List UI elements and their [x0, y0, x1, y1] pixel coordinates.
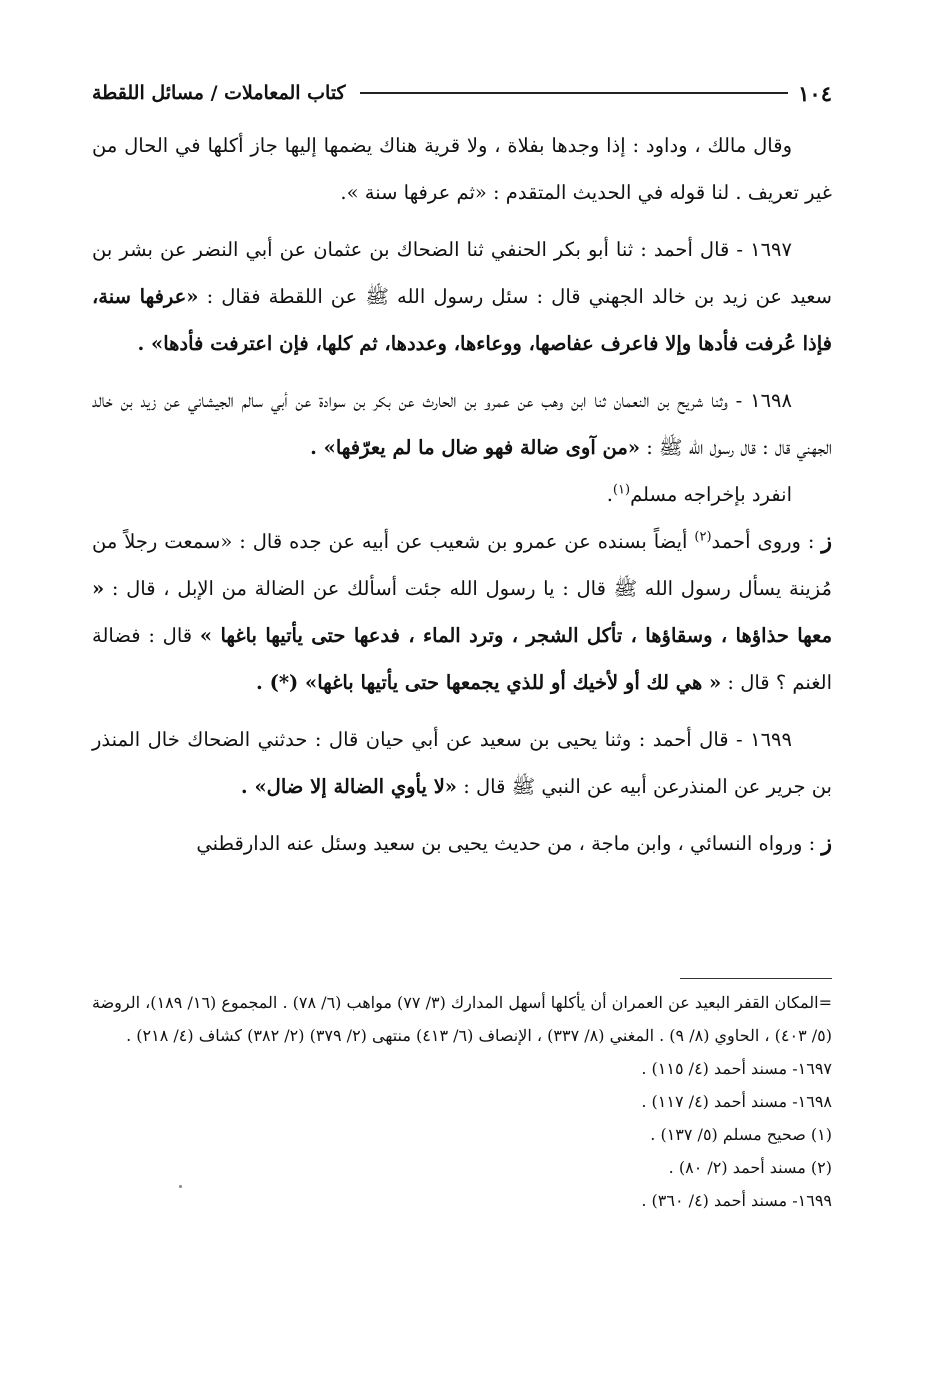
running-title: كتاب المعاملات / مسائل اللقطة: [92, 82, 346, 104]
paragraph-text: وقال مالك ، وداود : إذا وجدها بفلاة ، ولا قرية هناك يضمها إليها جاز أكلها في الحال من غير تعريف . لنا قوله في الحديث المتقدم : «ثم عرفها سنة ».: [92, 134, 832, 204]
page-header: [92, 78, 832, 108]
scan-speck: [179, 1185, 182, 1188]
hadith-quote: « هي لك أو لأخيك أو للذي يجمعها حتى يأتيها باغها» (*) .: [256, 671, 722, 694]
hadith-chain: ١٦٩٩ - قال أحمد : وثنا يحيى بن سعيد عن أبي حيان قال : حدثني الضحاك خال المنذر بن جرير عن المنذرعن أبيه عن النبي ﷺ قال :: [92, 728, 832, 798]
hadith-quote: «لا يأوي الضالة إلا ضال» .: [240, 775, 457, 798]
footnote: ١٦٩٨- مسند أحمد (٤/ ١١٧) .: [641, 1092, 832, 1111]
hadith-chain: ١٦٩٧ - قال أحمد : ثنا أبو بكر الحنفي ثنا الضحاك بن عثمان عن أبي النضر عن بشر بن سعيد عن زيد بن خالد الجهني قال : سئل رسول الله ﷺ عن اللقطة فقال :: [92, 238, 833, 308]
hadith-1698: [92, 377, 832, 471]
hadith-1699: [92, 716, 832, 810]
zay-marker: ز: [821, 830, 832, 856]
addition-text-mid: قال : فضالة الغنم ؟ قال :: [92, 624, 832, 694]
addition-text-rest: أيضاً بسنده عن عمرو بن شعيب عن أبيه عن جده قال : «سمعت رجلاً من مُزينة يسأل رسول الله ﷺ قال : يا رسول الله جئت أسألك عن الضالة من الإبل ، قال :: [92, 530, 833, 600]
zay-marker: ز: [821, 528, 832, 554]
main-text: [92, 122, 832, 867]
paragraph-malik: [92, 122, 832, 216]
hadith-quote: «عرفها سنة، فإذا عُرفت فأدها وإلا فاعرف عفاصها، ووعاءها، وعددها، ثم كلها، فإن اعترفت فأدها» .: [92, 285, 832, 355]
footnote-separator: [680, 978, 832, 979]
hadith-chain: ١٦٩٨ - وثنا شريح بن النعمان ثنا ابن وهب عن عمرو بن الحارث عن بكر بن سوادة عن أبي سالم الجيشاني عن زيد بن خالد الجهني قال : قال رسول الله ﷺ :: [92, 389, 832, 459]
addition-text: : وروى أحمد: [711, 530, 815, 553]
addition-ahmad: [92, 518, 832, 706]
footnote-ref[interactable]: (٢): [694, 529, 712, 545]
footnote: ١٦٩٧- مسند أحمد (٤/ ١١٥) .: [641, 1059, 832, 1078]
footnote: (١) صحيح مسلم (٥/ ١٣٧) .: [650, 1125, 832, 1144]
addition-text: : ورواه النسائي ، وابن ماجة ، من حديث يحيى بن سعيد وسئل عنه الدارقطني: [196, 832, 816, 855]
hadith-quote: «من آوى ضالة فهو ضال ما لم يعرّفها» .: [310, 436, 641, 459]
footnote: =المكان القفر البعيد عن العمران أن يأكلها أسهل المدارك (٣/ ٧٧) مواهب (٦/ ٧٨) . المجموع (١٦/ ١٨٩)، الروضة (٥/ ٤٠٣) ، الحاوي (٨/ ٩) . المغني (٨/ ٣٣٧) ، الإنصاف (٦/ ٤١٣) منتهى (٢/ ٣٧٩) (٢/ ٣٨٢) كشاف (٤/ ٢١٨) .: [92, 993, 832, 1045]
addition-nasai: [92, 820, 832, 867]
page-number: ١٠٤: [798, 80, 832, 106]
footnote-ref[interactable]: (١): [612, 482, 631, 498]
hadith-quote: « معها حذاؤها ، وسقاؤها ، تأكل الشجر ، وترد الماء ، فدعها حتى يأتيها باغها »: [92, 577, 833, 647]
header-rule: [360, 92, 789, 94]
muslim-note: انفرد بإخراجه مسلم$^{(١)}$.: [606, 482, 792, 506]
footnote: ١٦٩٩- مسند أحمد (٤/ ٣٦٠) .: [641, 1191, 832, 1210]
muslim-text: انفرد بإخراجه مسلم: [630, 483, 792, 506]
hadith-1697: [92, 226, 832, 367]
footnotes: [92, 986, 832, 1217]
footnote: (٢) مسند أحمد (٢/ ٨٠) .: [668, 1158, 832, 1177]
